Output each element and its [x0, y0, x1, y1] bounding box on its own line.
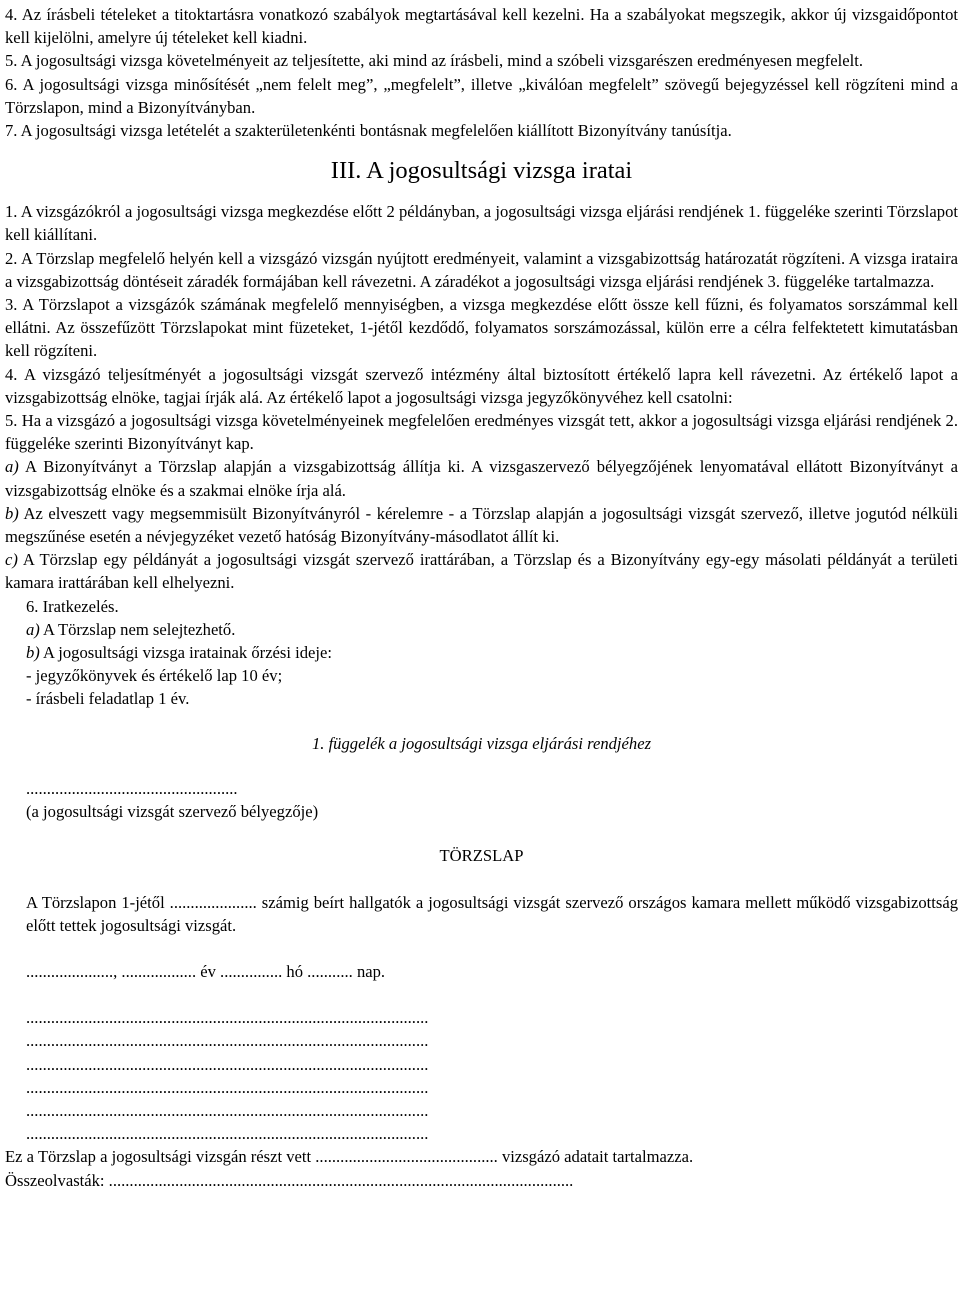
paragraph-7: 7. A jogosultsági vizsga letételét a szakterületenkénti bontásnak megfelelően kiállított Bizonyítvány tanúsítja. — [5, 121, 732, 141]
stamp-caption: (a jogosultsági vizsgát szervező bélyegzője) — [26, 802, 319, 822]
list-marker: b) — [26, 643, 40, 663]
list-marker: a) — [5, 457, 19, 477]
paragraph-4: 4. Az írásbeli tételeket a titoktartásra vonatkozó szabályok megtartásával kell kezelni. Ha a szabályokat megszegik, akkor új vizsgaidőpontot kell kijelölni, amelyre új tételeket kell kiadni. — [5, 5, 958, 48]
form-intro: A Törzslapon 1-jétől ..................... számig beírt hallgatók a jogosultsági vizsgát szervező országos kamara mellett működő vizsgabizottság előtt tettek jogosultsági vizsgát. — [26, 892, 958, 935]
list-marker: c) — [5, 550, 18, 570]
signature-line: ................................................................................................. — [26, 1008, 429, 1028]
section-title: III. A jogosultsági vizsga iratai — [330, 157, 633, 185]
paragraph-5: 5. A jogosultsági vizsga követelményeit az teljesítette, aki mind az írásbeli, mind a szóbeli vizsgarészen eredményesen megfelelt. — [5, 51, 863, 71]
annex-title: 1. függelék a jogosultsági vizsga eljárási rendjéhez — [311, 733, 652, 753]
lettered-paragraph-b: b) Az elveszett vagy megsemmisült Bizonyítványról - kérelemre - a Törzslap alapján a jogosultsági vizsgát szervező, illetve jogutód nélküli megszűnése esetén a névjegyzéket vezető hatóság Bizonyítvány-másodlatot állít ki. — [5, 503, 958, 547]
section-paragraph-3: 3. A Törzslapot a vizsgázók számának megfelelő mennyiségben, a vizsga megkezdése előtt össze kell fűzni, és folyamatos sorszámmal kell ellátni. Az összefűzött Törzslapokat mint füzeteket, 1-jétől kezdődő, folyamatos sorszámozással, külön erre a célra felfektetett kimutatásban kell rögzíteni. — [5, 295, 958, 361]
list-marker: a) — [26, 619, 40, 639]
section-paragraph-5: 5. Ha a vizsgázó a jogosultsági vizsga követelményeinek megfelelően eredményes vizsgát tett, akkor a jogosultsági vizsga eljárási rendjének 2. függeléke szerinti Bizonyítványt kap. — [5, 411, 958, 454]
date-line: ....................., .................. év ............... hó ........... nap. — [26, 961, 386, 981]
records-heading: 6. Iratkezelés. — [26, 596, 119, 616]
signature-line: ................................................................................................. — [26, 1100, 429, 1120]
section-paragraphs — [5, 200, 958, 455]
signature-lines — [5, 1006, 958, 1145]
stamp-placeholder: ................................................... — [26, 778, 238, 798]
lettered-paragraphs — [5, 455, 958, 594]
signature-line: ................................................................................................. — [26, 1124, 429, 1144]
retention-item: - jegyzőkönyvek és értékelő lap 10 év; — [26, 666, 283, 686]
list-marker: b) — [5, 503, 19, 523]
lettered-paragraph-c: c) A Törzslap egy példányát a jogosultsági vizsgát szervező irattárában, a Törzslap és a Bizonyítvány egy-egy másolati példányát a területi kamara irattárában kell elhelyezni. — [5, 550, 958, 593]
records-section — [5, 595, 958, 711]
signature-line: ................................................................................................. — [26, 1054, 429, 1074]
top-paragraphs — [5, 3, 958, 142]
records-item-b: b) A jogosultsági vizsga iratainak őrzési ideje: — [26, 643, 332, 663]
document-page — [5, 3, 958, 1192]
form-title: TÖRZSLAP — [439, 846, 524, 866]
paragraph-6: 6. A jogosultsági vizsga minősítését „nem felelt meg”, „megfelelt”, illetve „kiválóan megfelelt” szövegű bejegyzéssel kell rögzíteni mind a Törzslapon, mind a Bizonyítványban. — [5, 74, 958, 117]
retention-item: - írásbeli feladatlap 1 év. — [26, 689, 190, 709]
closing-line: Ez a Törzslap a jogosultsági vizsgán részt vett ............................................ vizsgázó adatait tartalmazza. — [5, 1147, 694, 1167]
lettered-paragraph-a: a) A Bizonyítványt a Törzslap alapján a vizsgabizottság állítja ki. A vizsgaszervező bélyegzőjének lenyomatával ellátott Bizonyítványt a vizsgabizottság elnöke és a szakmai elnöke írja alá. — [5, 457, 958, 500]
section-paragraph-1: 1. A vizsgázókról a jogosultsági vizsga megkezdése előtt 2 példányban, a jogosultsági vizsga eljárási rendjének 1. függeléke szerinti Törzslapot kell kiállítani. — [5, 202, 958, 245]
section-paragraph-2: 2. A Törzslap megfelelő helyén kell a vizsgázó vizsgán nyújtott eredményeit, valamint a vizsgabizottság határozatát rögzíteni. A vizsga irataira a vizsgabizottság döntéseit záradék formájában kell rávezetni. A záradékot a jogosultsági vizsga eljárási rendjének 3. függeléke tartalmazza. — [5, 248, 958, 291]
records-item-a: a) A Törzslap nem selejtezhető. — [26, 619, 236, 639]
verified-line: Összeolvasták: ................................................................................................................ — [5, 1170, 574, 1190]
section-paragraph-4: 4. A vizsgázó teljesítményét a jogosultsági vizsgát szervező intézmény által biztosított értékelő lapra kell rávezetni. Az értékelő lapot a vizsgabizottság elnöke, tagjai írják alá. Az értékelő lapot a jogosultsági vizsga jegyzőkönyvéhez kell csatolni: — [5, 364, 958, 407]
signature-line: ................................................................................................. — [26, 1077, 429, 1097]
signature-line: ................................................................................................. — [26, 1031, 429, 1051]
